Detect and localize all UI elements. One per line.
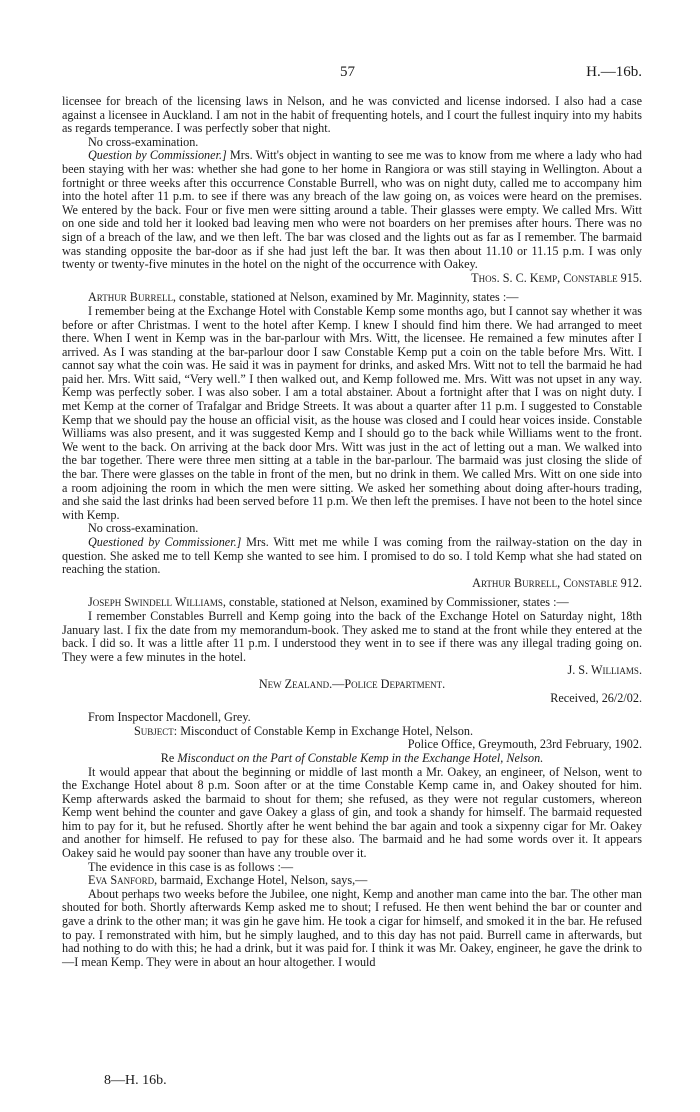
received-date: Received, 26/2/02. bbox=[550, 690, 642, 705]
signature: J. S. Williams. bbox=[567, 663, 642, 678]
paragraph: No cross-examination. bbox=[88, 521, 199, 536]
from-line: From Inspector Macdonell, Grey. bbox=[88, 710, 251, 725]
office-date: Police Office, Greymouth, 23rd February, 1902. bbox=[407, 737, 642, 752]
document-reference: H.—16b. bbox=[586, 64, 642, 80]
paragraph: Question by Commissioner.] Mrs. Witt's object in wanting to see me was to know from me where a lady who had been staying with her was: whether she had gone to her home in Rangiora or was still staying in Wellington. About a fortnight or three weeks after this occurrence Constable Burrell, who was on night duty, called me to accompany him into the hotel after 11 p.m. to see if there was any breach of the law going on, as voices were heard on the premises. We entered by the back. Four or five men were sitting around a table. Their glasses were empty. We called Mrs. Witt on one side and told her it looked bad leaving men who were not boarders on her premises after hours. There was no sign of a breach of the law, and we then left. The bar was closed and the lights out as far as I remember. The barmaid was standing opposite the bar-door as if she had just left the bar. It was then about 11.10 or 11.15 p.m. I was only twenty or twenty-five minutes in the hotel on the night of the occurrence with Oakey. bbox=[62, 148, 642, 272]
page-header bbox=[62, 64, 642, 94]
italic-lead: Questioned by Commissioner.] bbox=[88, 535, 242, 549]
paragraph: I remember Constables Burrell and Kemp going into the back of the Exchange Hotel on Saturday night, 18th January last. I fix the date from my memorandum-book. They asked me to stand at the front while they entered at the back. I did so. It was a little after 11 p.m. I understood they went in to see if there was any illegal trading going on. They were a few minutes in the hotel. bbox=[62, 608, 642, 664]
witness-name: Arthur Burrell, bbox=[88, 290, 176, 305]
paragraph: Joseph Swindell Williams, constable, stationed at Nelson, examined by Commissioner, states :— bbox=[88, 595, 569, 610]
subject-line: Subject: Misconduct of Constable Kemp in Exchange Hotel, Nelson. bbox=[134, 723, 473, 738]
signature: Thos. S. C. Kemp, Constable 915. bbox=[471, 270, 642, 285]
document-body bbox=[62, 95, 642, 969]
signature: Arthur Burrell, Constable 912. bbox=[472, 575, 642, 590]
paragraph: Eva Sanford, barmaid, Exchange Hotel, Nelson, says,— bbox=[88, 873, 368, 888]
paragraph: licensee for breach of the licensing laws in Nelson, and he was convicted and license indorsed. I also had a case against a licensee in Auckland. I am not in the habit of frequenting hotels, and I court the fullest inquiry into my habits as regards temperance. I was perfectly sober that night. bbox=[62, 94, 642, 136]
witness-name: Joseph Swindell Williams, bbox=[88, 595, 226, 610]
paragraph: About perhaps two weeks before the Jubilee, one night, Kemp and another man came into the bar. The other man shouted for both. Shortly afterwards Kemp asked me to shout; I refused. He then went behind the bar or counter and gave a drink to the other man; it was gin he gave him. He took a cigar for himself, and smoked it in the bar. He refused to pay. I remonstrated with him, but he simply laughed, and to this day has not paid. Burrell came in afterwards, but had nothing to do with this; he had a drink, but it was paid for. I think it was Mr. Oakey, engineer, he gave the drink to—I mean Kemp. They were in about an hour altogether. I would bbox=[62, 886, 642, 969]
paragraph: No cross-examination. bbox=[88, 134, 199, 149]
re-heading: Re Misconduct on the Part of Constable Kemp in the Exchange Hotel, Nelson. bbox=[160, 750, 544, 765]
paragraph: I remember being at the Exchange Hotel with Constable Kemp some months ago, but I cannot say whether it was before or after Christmas. I went to the hotel after Kemp. I knew I should find him there. We had arranged to meet there. When I went in Kemp was in the bar-parlour with Mrs. Witt, the licensee. He remained a few minutes after I arrived. As I was standing at the bar-parlour door I saw Constable Kemp put a coin on the table before Mrs. Witt. I cannot say what the coin was. He said it was in payment for drinks, and asked Mrs. Witt not to tell the barmaid he had paid her. Mrs. Witt said, “Very well.” I then walked out, and Kemp followed me. Mrs. Witt was not upset in any way. Kemp was perfectly sober. I was also sober. I am a total abstainer. About a fortnight after that I was on night duty. I met Kemp at the corner of Trafalgar and Bridge Streets. It was about a quarter after 11 p.m. I suggested to Constable Kemp that we should pay the house an official visit, as the house was closed and I could hear voices inside. Constable Williams was also present, and it was suggested Kemp and I should go to the back while Williams went to the front. We went to the back. On arriving at the back door Mrs. Witt was just in the act of letting out a man. We walked into the bar together. There were three men sitting at a table in the bar-parlour. The barmaid was just closing the slide of the bar. There were glasses on the table in front of the men, but no drink in them. We called Mrs. Witt on one side into a room adjoining the room in which the men were sitting. We asked her something about doing after-hours trading, and she said the last drinks had been served before 11 p.m. We then left the premises. I have not been to the hotel since with Kemp. bbox=[62, 303, 642, 522]
paragraph: Arthur Burrell, constable, stationed at Nelson, examined by Mr. Maginnity, states :— bbox=[88, 290, 519, 305]
paragraph: The evidence in this case is as follows :— bbox=[88, 859, 294, 874]
page-footer: 8—H. 16b. bbox=[104, 1073, 167, 1088]
page-number: 57 bbox=[340, 64, 355, 80]
witness-name: Eva Sanford, bbox=[88, 873, 158, 888]
paragraph: It would appear that about the beginning or middle of last month a Mr. Oakey, an engineer, of Nelson, went to the Exchange Hotel about 8 p.m. Soon after or at the time Constable Kemp came in, and Oakey shouted for him. Kemp afterwards asked the barmaid to shout for them; she refused, as they were not regular customers, whereon Kemp went behind the counter and gave Oakey a glass of gin, and took a shandy for himself. The barmaid requested him to pay for it, but he refused. Shortly after he went behind the bar again and took a sixpenny cigar for Mr. Oakey and another for himself. He refused to pay for these also. The barmaid and he had some words over it. It appears Oakey said he would pay sooner than have any trouble over it. bbox=[62, 764, 642, 861]
department-heading: New Zealand.—Police Department. bbox=[258, 676, 446, 691]
paragraph: Questioned by Commissioner.] Mrs. Witt met me while I was coming from the railway-station on the day in question. She asked me to tell Kemp she wanted to see him. I promised to do so. I told Kemp what she had stated on reaching the station. bbox=[62, 535, 642, 577]
italic-lead: Question by Commissioner.] bbox=[88, 148, 227, 163]
